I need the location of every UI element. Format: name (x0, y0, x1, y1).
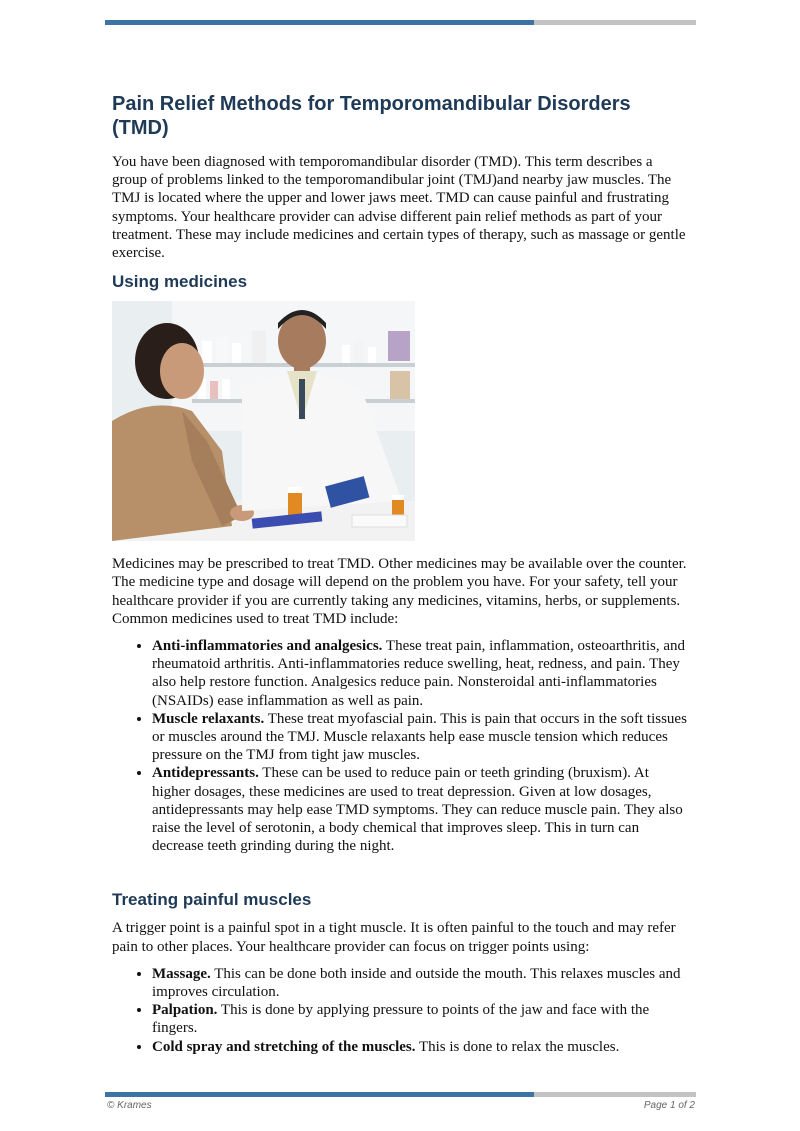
intro-paragraph: You have been diagnosed with temporomandibular disorder (TMD). This term describes a group of problems linked to the temporomandibular joint (TMJ)and nearby jaw muscles. The TMJ is located where the upper and lower jaws meet. TMD can cause painful and frustrating symptoms. Your healthcare provider can advise different pain relief methods as part of your treatment. These may include medicines and certain types of therapy, such as massage or gentle exercise. (112, 154, 686, 262)
list-item-text: These can be used to reduce pain or teeth grinding (bruxism). At higher dosages, these medicines are used to treat depression. Given at low dosages, antidepressants may help ease TMD symptoms. They can reduce muscle pain. They also raise the level of serotonin, a body chemical that improves sleep. This in turn can decrease teeth grinding during the night. (152, 765, 683, 855)
top-accent-bar-gray (534, 20, 696, 25)
list-item-term: Massage. (152, 965, 211, 982)
top-accent-bar-blue (105, 20, 534, 25)
list-item-term: Antidepressants. (152, 765, 259, 782)
list-item (152, 764, 690, 855)
section-heading-medicines: Using medicines (112, 272, 248, 292)
list-item-term: Palpation. (152, 1002, 218, 1019)
medicines-list (112, 637, 690, 855)
page-title: Pain Relief Methods for Temporomandibular Disorders (TMD) (112, 93, 631, 139)
document-body (112, 92, 690, 1056)
section-heading-muscles: Treating painful muscles (112, 890, 312, 910)
muscles-list (112, 965, 690, 1056)
list-item-term: Cold spray and stretching of the muscles. (152, 1038, 416, 1055)
bottom-accent-bar-blue (105, 1092, 534, 1097)
footer-page-number: Page 1 of 2 (643, 1100, 695, 1111)
list-item-text: These treat myofascial pain. This is pain that occurs in the soft tissues or muscles around the TMJ. Muscle relaxants help ease muscle tension which reduces pressure on the TMJ from tight jaw muscles. (152, 710, 687, 764)
list-item (152, 710, 690, 765)
list-item-text: This is done by applying pressure to points of the jaw and face with the fingers. (152, 1002, 650, 1037)
medicines-paragraph: Medicines may be prescribed to treat TMD. Other medicines may be available over the counter. The medicine type and dosage will depend on the problem you have. For your safety, tell your healthcare provider if you are currently taking any medicines, vitamins, herbs, or supplements. Common medicines used to treat TMD include: (112, 556, 687, 627)
muscles-paragraph: A trigger point is a painful spot in a tight muscle. It is often painful to the touch and may refer pain to other places. Your healthcare provider can focus on trigger points using: (112, 920, 676, 955)
list-item-text: This is done to relax the muscles. (415, 1038, 620, 1055)
list-item (152, 637, 690, 710)
bottom-accent-bar-gray (534, 1092, 696, 1097)
list-item (152, 1038, 690, 1056)
pharmacist-consultation-photo (112, 301, 415, 541)
bottom-accent-bar (105, 1092, 696, 1097)
list-item (152, 965, 690, 1001)
top-accent-bar (105, 20, 696, 25)
footer-copyright: © Krames (107, 1100, 152, 1111)
list-item-text: These treat pain, inflammation, osteoarthritis, and rheumatoid arthritis. Anti-inflammatories reduce swelling, heat, redness, and pain. They also help restore function. Analgesics reduce pain. Nonsteroidal anti-inflammatories (NSAIDs) ease inflammation as well as pain. (152, 638, 685, 709)
list-item (152, 1001, 690, 1037)
list-item-text: This can be done both inside and outside the mouth. This relaxes muscles and improves circulation. (152, 965, 681, 1001)
list-item-term: Anti-inflammatories and analgesics. (152, 638, 383, 655)
list-item-term: Muscle relaxants. (152, 710, 265, 727)
